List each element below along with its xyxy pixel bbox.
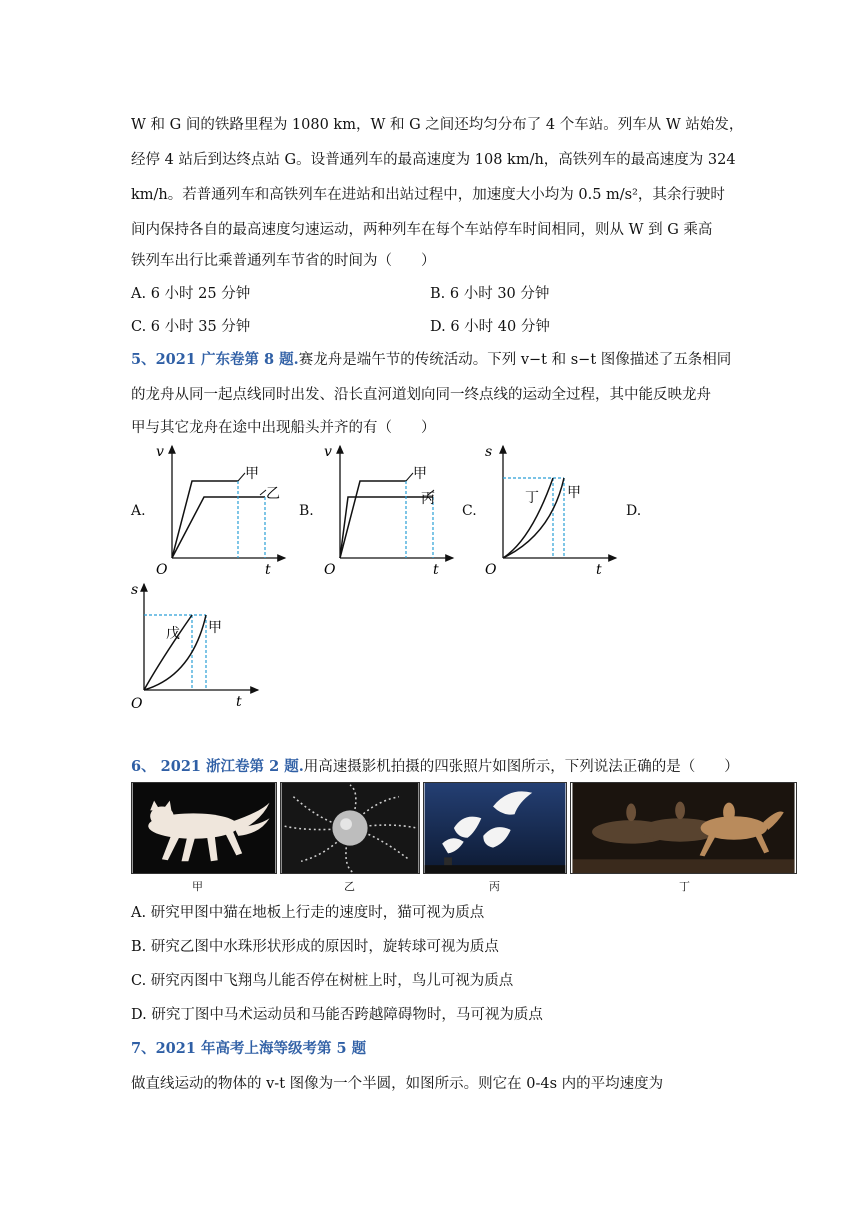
label-jia: 甲 bbox=[413, 466, 427, 482]
graph-d bbox=[128, 578, 268, 718]
x-axis-label: t bbox=[596, 562, 602, 578]
caption-bing: 丙 bbox=[489, 880, 500, 893]
photo-horses bbox=[570, 782, 797, 874]
q6-line-1-text: 用高速摄影机拍摄的四张照片如图所示，下列说法正确的是（ ） bbox=[303, 759, 739, 775]
y-axis-label: v bbox=[156, 444, 164, 460]
graph-option-b: B. bbox=[299, 503, 314, 519]
q4-line-1: W 和 G 间的铁路里程为 1080 km，W 和 G 之间还均匀分布了 4 个车站。列车从 W 站始发， bbox=[131, 117, 744, 133]
q4-option-d: D. 6 小时 40 分钟 bbox=[430, 319, 550, 335]
label-yi: 乙 bbox=[266, 486, 280, 502]
origin-label: O bbox=[156, 562, 168, 578]
q4-line-2: 经停 4 站后到达终点站 G。设普通列车的最高速度为 108 km/h，高铁列车的最高速度为 324 bbox=[131, 152, 736, 168]
q4-option-c: C. 6 小时 35 分钟 bbox=[131, 319, 251, 335]
q6-option-d: D. 研究丁图中马术运动员和马能否跨越障碍物时，马可视为质点 bbox=[131, 1007, 543, 1023]
origin-label: O bbox=[131, 696, 143, 712]
q7-header: 7、2021 年高考上海等级考第 5 题 bbox=[131, 1040, 367, 1057]
caption-jia: 甲 bbox=[192, 880, 203, 893]
q7-line-1: 做直线运动的物体的 v-t 图像为一个半圆，如图所示。则它在 0-4s 内的平均速度为 bbox=[131, 1076, 664, 1092]
q5-line-1 bbox=[131, 348, 731, 369]
y-axis-label: v bbox=[324, 444, 332, 460]
graph-b bbox=[318, 440, 458, 580]
x-axis-label: t bbox=[265, 562, 271, 578]
origin-label: O bbox=[485, 562, 497, 578]
curve-jia bbox=[172, 481, 238, 558]
q4-line-5: 铁列车出行比乘普通列车节省的时间为（ ） bbox=[131, 253, 436, 269]
q4-option-a: A. 6 小时 25 分钟 bbox=[131, 286, 251, 302]
photo-birds bbox=[423, 782, 567, 874]
q4-line-3: km/h。若普通列车和高铁列车在进站和出站过程中，加速度大小均为 0.5 m/s²，其余行驶时 bbox=[131, 187, 725, 203]
q6-option-b: B. 研究乙图中水珠形状形成的原因时，旋转球可视为质点 bbox=[131, 939, 499, 955]
photo-cat bbox=[131, 782, 277, 874]
label-bing: 丙 bbox=[421, 491, 435, 507]
y-axis-label: s bbox=[485, 444, 493, 460]
label-ding: 丁 bbox=[525, 490, 539, 506]
label-jia: 甲 bbox=[208, 620, 222, 636]
graph-option-a: A. bbox=[131, 503, 146, 519]
q5-header: 5、2021 广东卷第 8 题. bbox=[131, 351, 299, 368]
graph-c bbox=[481, 440, 621, 580]
q6-option-a: A. 研究甲图中猫在地板上行走的速度时，猫可视为质点 bbox=[131, 905, 485, 921]
graph-option-c: C. bbox=[462, 503, 477, 519]
q4-option-b: B. 6 小时 30 分钟 bbox=[430, 286, 550, 302]
q6-option-c: C. 研究丙图中飞翔鸟儿能否停在树桩上时，鸟儿可视为质点 bbox=[131, 973, 514, 989]
graph-option-d: D. bbox=[626, 503, 642, 519]
origin-label: O bbox=[324, 562, 336, 578]
curve-jia bbox=[340, 481, 406, 558]
label-jia: 甲 bbox=[567, 485, 581, 501]
photo-spinning-ball bbox=[280, 782, 420, 874]
label-jia: 甲 bbox=[245, 466, 259, 482]
q6-header: 6、 2021 浙江卷第 2 题. bbox=[131, 758, 304, 775]
caption-yi: 乙 bbox=[344, 880, 355, 893]
q6-line-1 bbox=[131, 755, 739, 776]
q5-line-2: 的龙舟从同一起点线同时出发、沿长直河道划向同一终点线的运动全过程，其中能反映龙舟 bbox=[131, 387, 711, 403]
caption-ding: 丁 bbox=[679, 880, 690, 893]
label-wu: 戊 bbox=[166, 626, 180, 642]
graph-a bbox=[150, 440, 290, 580]
q5-line-3: 甲与其它龙舟在途中出现船头并齐的有（ ） bbox=[131, 420, 436, 436]
q5-line-1-text: 赛龙舟是端午节的传统活动。下列 v−t 和 s−t 图像描述了五条相同 bbox=[298, 352, 732, 368]
x-axis-label: t bbox=[236, 694, 242, 710]
x-axis-label: t bbox=[433, 562, 439, 578]
y-axis-label: s bbox=[131, 582, 139, 598]
q4-line-4: 间内保持各自的最高速度匀速运动，两种列车在每个车站停车时间相同，则从 W 到 G 乘高 bbox=[131, 222, 713, 238]
